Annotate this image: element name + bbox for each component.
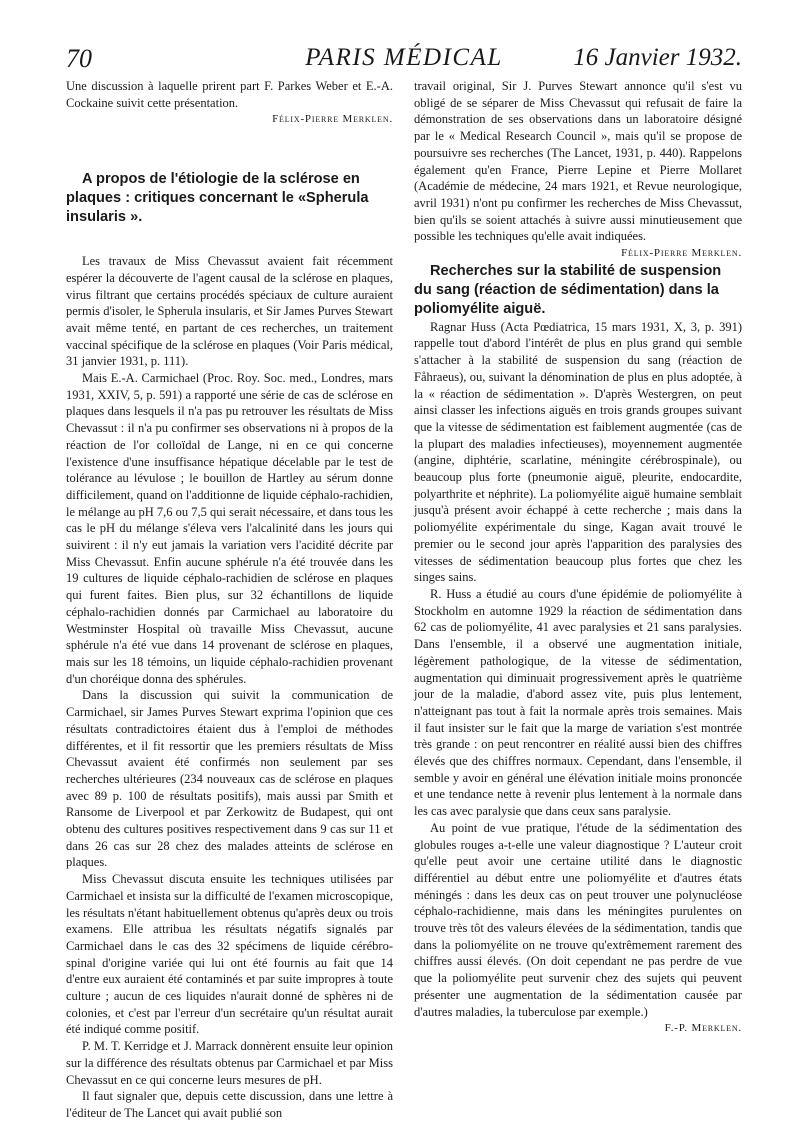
article-paragraph: Mais E.-A. Carmichael (Proc. Roy. Soc. med., Londres, mars 1931, XXIV, 5, p. 591) a rapporté une série de cas de sclérose en plaques dans lesquels il n'a pas pu retrouver les résultats de Miss Chevassut : il n'a pu confirmer ses observations ni à propos de la réaction de l'or colloïdal de Lange, ni en ce qui concerne l'existence d'une insuffisance hépatique décelable par le test de tolérance au lévulose ; le bouillon de Hartley au sérum donne difficilement, quand on l'additionne de liquide céphalo-rachidien, le mélange au pH 7,6 ou 7,5 qui serait nécessaire, et dans tous les cas le pH du mélange s'éleva vers l'alcalinité dans les jours qui suivirent : il n'y eut jamais la variation vers l'acidité décrite par Miss Chevassut. Enfin aucune sphérule n'a été trouvée dans les 19 cultures de liquide céphalo-rachidien de sclérose en plaques qui furent faites. Bien plus, sur 32 échantillons de liquide céphalo-rachidien donnés par Carmichael au laboratoire du Westminster Hospital où travaille Miss Chevassut, aucune sphérule n'a été vue dans 14 provenant de sclérose en plaques, mais sur les 18 témoins, un liquide céphalo-rachidien provenant d'un choréique donna des sphérules. (66, 371, 393, 686)
article-paragraph: Il faut signaler que, depuis cette discussion, dans une lettre à l'éditeur de The Lancet qui avait publié son (66, 1089, 393, 1120)
article-paragraph: travail original, Sir J. Purves Stewart annonce qu'il s'est vu obligé de se séparer de Miss Chevassut qui refusait de faire la démonstration de ses observations dans un laboratoire désigné par le « Medical Research Council », mais qu'il se propose de poursuivre ses recherches (The Lancet, 1931, p. 440). Rappelons également qu'en France, Pierre Lepine et Pierre Mollaret (Académie de médecine, 24 mars 1921, et Revue neurologique, avril 1931) n'ont pu confirmer les recherches de Miss Chevassut, bien qu'ils se soient attachés à suivre aussi minutieusement que possible les techniques qu'elle avait indiquées. (414, 79, 742, 244)
page-number: 70 (66, 44, 92, 73)
article-paragraph: R. Huss a étudié au cours d'une épidémie de poliomyélite à Stockholm en automne 1929 la réaction de sédimentation dans 62 cas de poliomyélite, 41 avec paralysies et 21 sans paralysies. Dans l'ensemble, il a observé une augmentation initiale, légèrement pathologique, de la vitesse de sédimentation, augmentation qui diminuait progressivement après le quatrième jour de la maladie, d'abord assez vite, puis plus lentement, n'atteignant pas tout à fait la normale après trois semaines. Mais il faut insister sur le fait que la marge de variation s'est montrée très grande : on peut rencontrer en réalité aussi bien des chiffres élevés que des chiffres normaux. Cependant, dans l'ensemble, il semble y avoir en général une élévation initiale moins prononcée et une tendance nette à revenir plus lentement à la normale dans les cas avec paralysie que dans ceux sans paralysie. (414, 586, 742, 819)
article-signature: F.-P. Merklen. (664, 1022, 742, 1035)
article-paragraph: Ragnar Huss (Acta Pœdiatrica, 15 mars 1931, X, 3, p. 391) rappelle tout d'abord l'intérêt de plus en plus grand qui semble s'attacher à la stabilité de suspension du sang (réaction de Fåhraeus), ou, suivant la dénomination de plus en plus adoptée, à la « réaction de sédimentation ». D'après Westergren, on peut ainsi classer les infections aiguës en trois grands groupes suivant que la vitesse de sédimentation est faiblement augmentée (cas de la plupart des maladies infectieuses), moyennement augmentée (angine, diphtérie, scarlatine, méningite cérébrospinale), ou beaucoup plus forte (pneumonie aiguë, pleurite, endocardite, polyarthrite et néphrite). La poliomyélite aiguë humaine semblait jusqu'à présent avoir échappé à cette recherche ; mais dans la poliomyélite expérimentale du singe, Kagan avait trouvé le premier ou le second jour après l'apparition des paralysies des vitesses de sédimentation beaucoup plus fortes que chez les singes sains. (414, 319, 742, 585)
issue-date: 16 Janvier 1932. (573, 44, 742, 71)
intro-paragraph: Une discussion à laquelle prirent part F. Parkes Weber et E.-A. Cockaine suivit cette présentation. (66, 79, 393, 110)
left-column (66, 78, 393, 1122)
article-signature: Félix-Pierre Merklen. (621, 247, 742, 260)
article-paragraph: P. M. T. Kerridge et J. Marrack donnèrent ensuite leur opinion sur la différence des résultats obtenus par Carmichael et par Miss Chevassut en ce qui concerne leurs mesures de pH. (66, 1039, 393, 1087)
intro-signature: Félix-Pierre Merklen. (272, 113, 393, 126)
right-column (414, 78, 742, 1037)
article-heading-sclerose: A propos de l'étiologie de la sclérose en plaques : critiques concernant le «Spherula insularis ». (66, 171, 369, 226)
article-paragraph: Dans la discussion qui suivit la communication de Carmichael, sir James Purves Stewart exprima l'opinion que ces résultats contradictoires étaient dus à l'emploi de méthodes différentes, et il fit ressortir que les premiers résultats de Miss Chevassut avaient été confirmés non seulement par ses recherches ultérieures (234 nouveaux cas de sclérose en plaques avec 89 p. 100 de résultats positifs), mais aussi par Smith et Ransome de Liverpool et par Zerkowitz de Budapest, qui ont obtenu des cultures positives respectivement dans 9 cas sur 11 et dans 26 cas sur 28 chez des malades atteints de sclérose en plaques. (66, 688, 393, 870)
page-header (66, 44, 742, 78)
article-paragraph: Au point de vue pratique, l'étude de la sédimentation des globules rouges a-t-elle une valeur diagnostique ? L'auteur croit qu'elle peut avoir une certaine utilité dans le diagnostic différentiel au début entre une poliomyélite et d'autres états méningés : dans les deux cas on peut trouver une polynucléose céphalo-rachidienne, mais dans les méningites purulentes on trouve très tôt des valeurs élevées de la sédimentation, tandis que dans la poliomyélite on ne trouve qu'extrêmement rarement des chiffres aussi élevés. (On doit cependant ne pas perdre de vue que la poliomyélite peut survenir chez des sujets qui peuvent présenter une augmentation de la sédimentation causée par d'autres maladies, la tuberculose par exemple.) (414, 820, 742, 1019)
journal-title: PARIS MÉDICAL (305, 44, 503, 71)
article-heading-poliomyelite: Recherches sur la stabilité de suspension du sang (réaction de sédimentation) dans la poliomyélite aiguë. (414, 262, 722, 317)
article-paragraph: Les travaux de Miss Chevassut avaient fait récemment espérer la découverte de l'agent causal de la sclérose en plaques, virus filtrant que certains procédés spéciaux de culture auraient permis d'isoler, le Spherula insularis, et Sir James Purves Stewart avait même tenté, en partant de ces recherches, un traitement vaccinal spécifique de la sclérose en plaques (Voir Paris médical, 31 janvier 1931, p. 111). (66, 254, 393, 369)
article-paragraph: Miss Chevassut discuta ensuite les techniques utilisées par Carmichael et insista sur la difficulté de l'examen microscopique, les résultats n'étant habituellement obtenus qu'après deux ou trois examens. Elle attribua les résultats négatifs signalés par Carmichael dans le cas des 32 spécimens de liquide cérébro-spinal d'origine variée qui lui ont été fournis au fait que 14 d'entre eux auraient été contaminés et par suite impropres à toute culture ; aucun de ces liquides n'aurait donné de sphères ni de colonies, et c'est par l'erreur d'un secrétaire qu'un résultat aurait été indiqué comme positif. (66, 872, 393, 1037)
